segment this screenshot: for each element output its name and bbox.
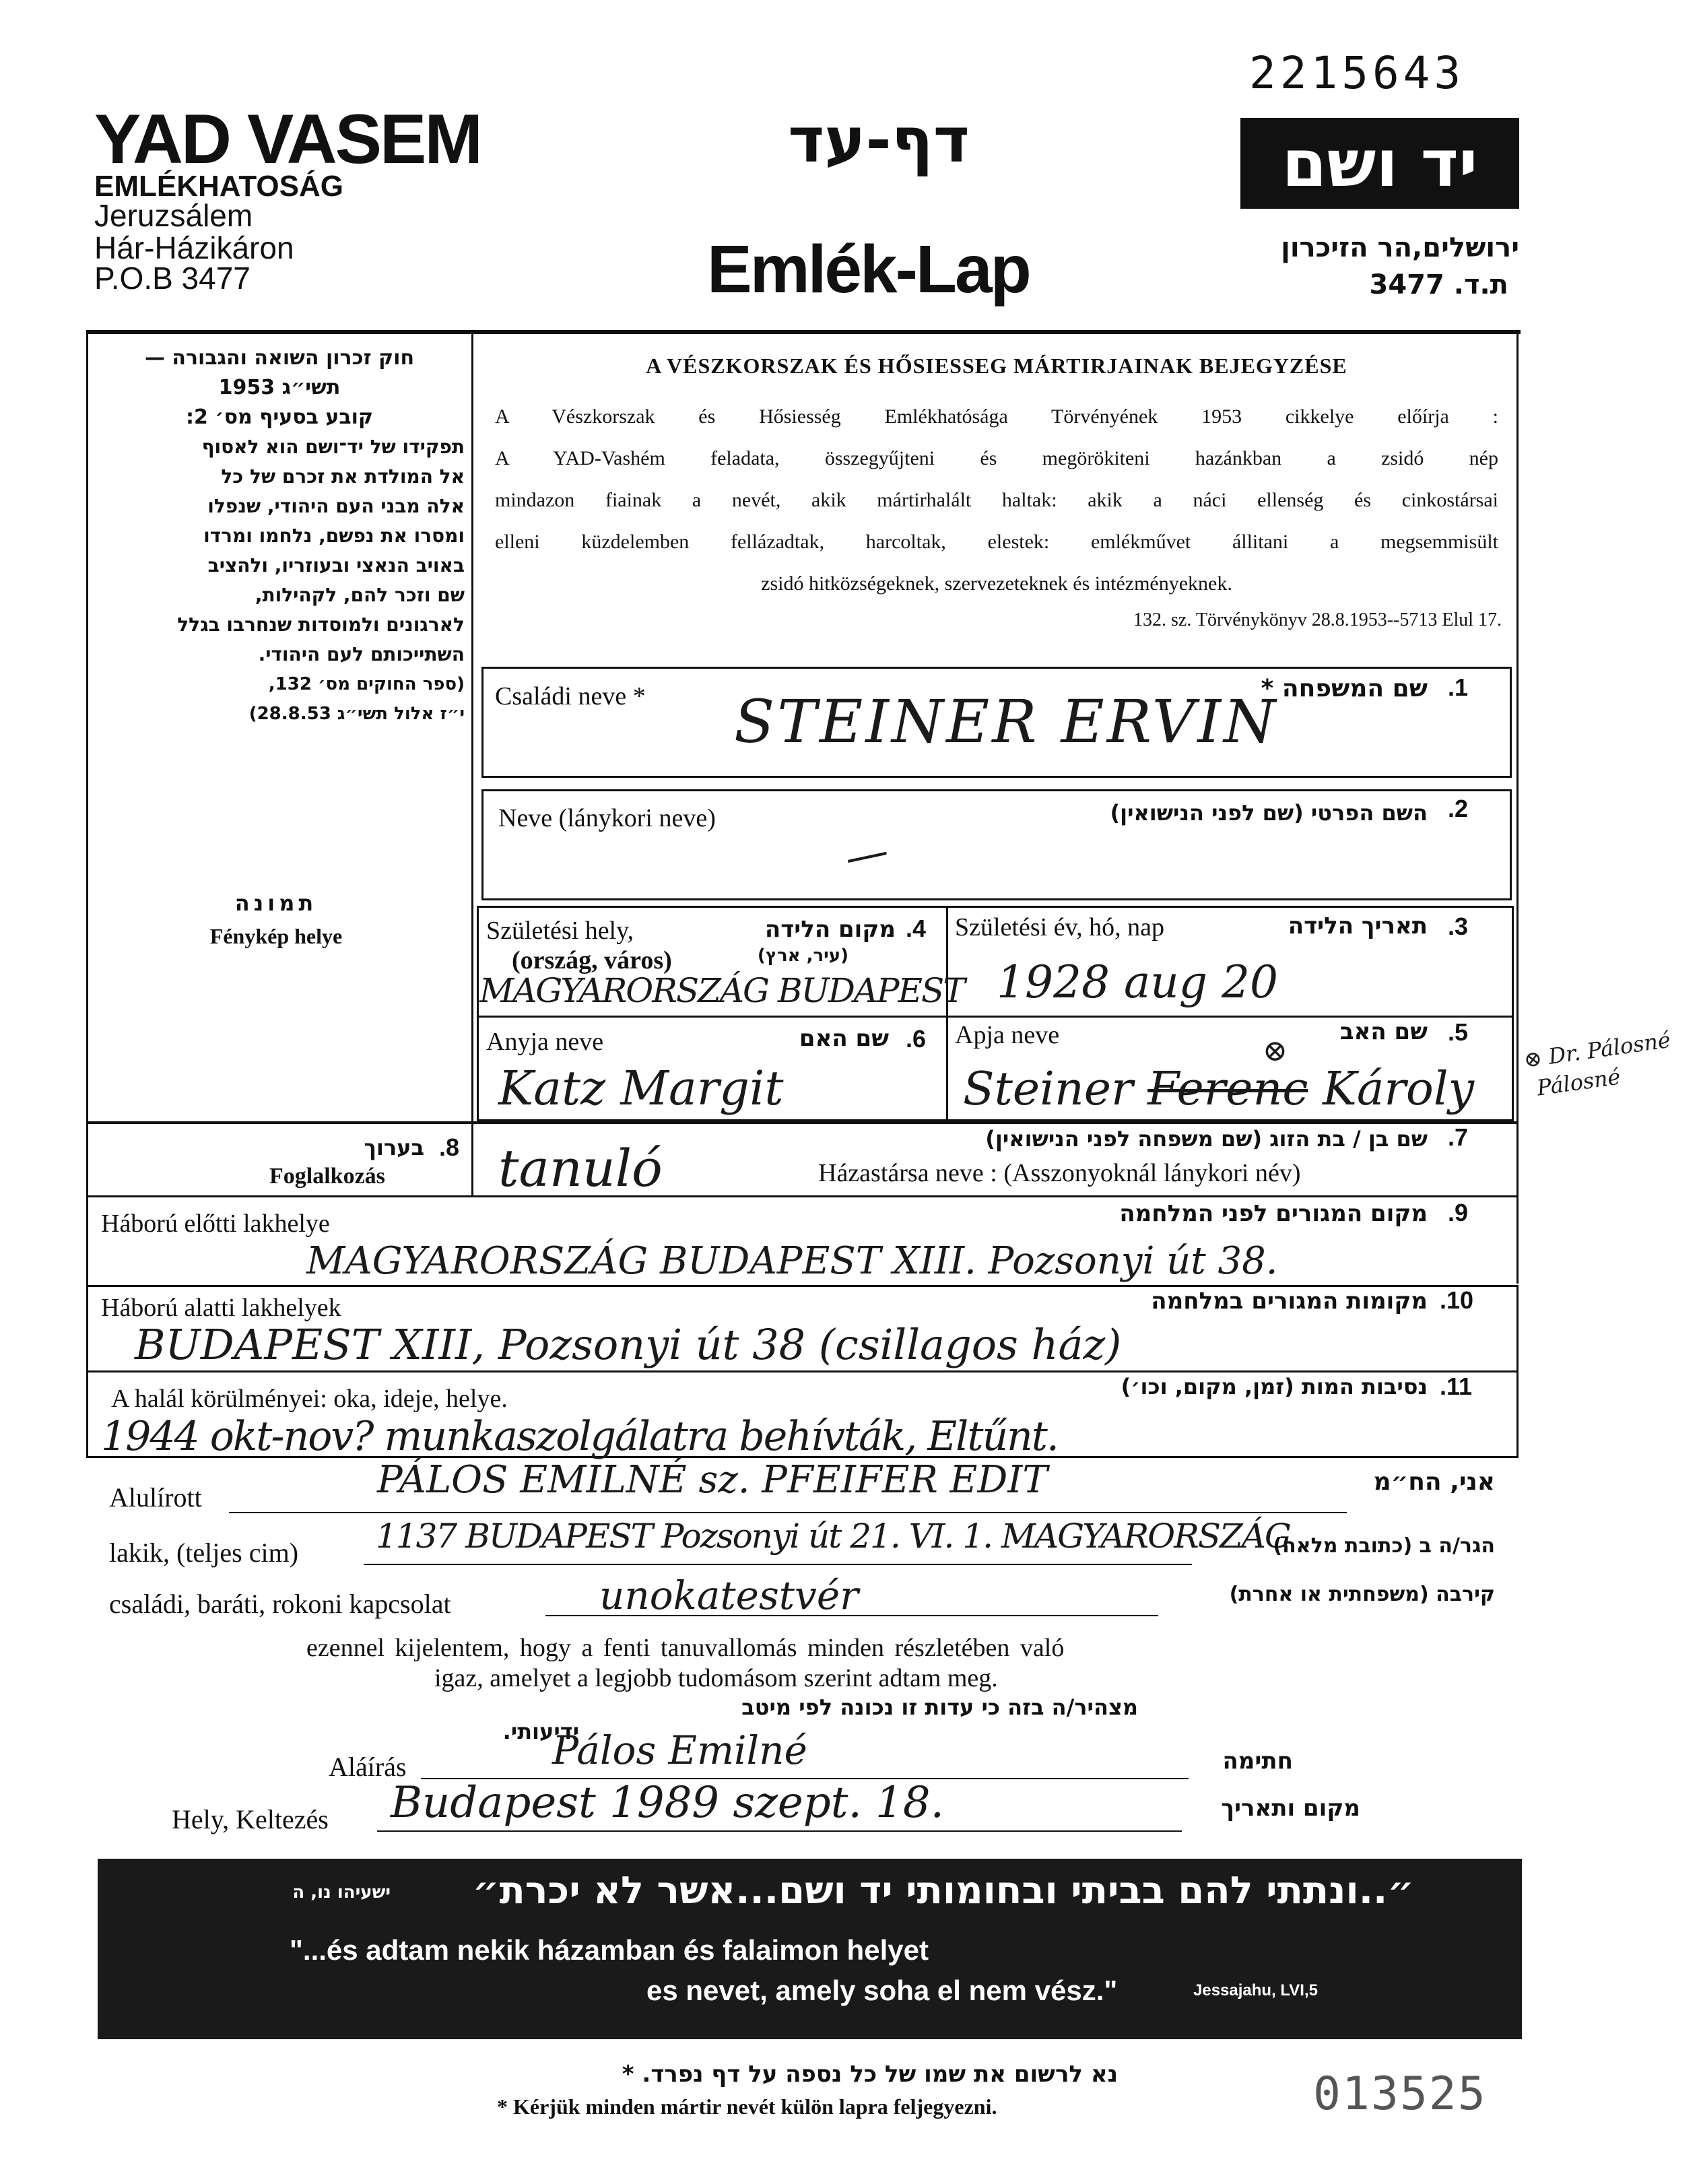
address-underline <box>364 1564 1192 1565</box>
spouse-heb-label: שם בן / בת הזוג (שם משפחה לפני הנישואין) <box>985 1126 1428 1152</box>
mother-name-label: Anyja neve <box>486 1028 604 1056</box>
given-name-heb-label: השם הפרטי (שם לפני הנישואין) <box>1110 800 1428 826</box>
margin-note-2: Pálosné <box>1535 1063 1622 1101</box>
birth-place-label-2: (ország, város) <box>512 946 672 974</box>
declarant-value[interactable]: PÁLOS EMILNÉ sz. PFEIFER EDIT <box>377 1458 1048 1502</box>
declarant-label: Alulírott <box>109 1482 202 1513</box>
intro-line: A YAD-Vashém feladata, összegyűjteni és megörökiteni hazánkban a zsidó nép <box>495 447 1498 469</box>
father-given-name: Károly <box>1323 1063 1474 1116</box>
father-name-heb-label: שם האב <box>1339 1018 1428 1045</box>
birth-place-heb-label: מקום הלידה <box>764 916 896 943</box>
field-number-1: .1 <box>1448 673 1469 701</box>
relationship-label: családi, baráti, rokoni kapcsolat <box>109 1589 451 1619</box>
law-line: (ספר החוקים מס׳ 132, <box>268 674 465 694</box>
mother-name-value[interactable]: Katz Margit <box>498 1061 784 1116</box>
field-number-11: .11 <box>1440 1372 1473 1400</box>
declaration-line-1: ezennel kijelentem, hogy a fenti tanuvallomás minden részletében való <box>306 1634 1065 1662</box>
spouse-label: Házastársa neve : (Asszonyoknál lánykori név) <box>818 1159 1301 1187</box>
birth-column-divider <box>946 906 948 1121</box>
photo-label: Fénykép helye <box>209 924 343 948</box>
wartime-right-border <box>1516 1285 1519 1372</box>
occupation-value[interactable]: tanuló <box>498 1138 663 1198</box>
law-line: השתייכותם לעם היהודי. <box>258 643 465 665</box>
margin-note-1: ⊗ Dr. Pálosné <box>1522 1026 1672 1073</box>
form-right-border <box>1516 334 1519 1284</box>
intro-line: elleni küzdelemben fellázadtak, harcoltak, elestek: emlékművet állitani a megsemmisült <box>495 531 1498 553</box>
declarant-heb-label: אני, הח״מ <box>1373 1468 1495 1496</box>
address-label: lakik, (teljes cim) <box>109 1537 299 1568</box>
intro-line: mindazon fiainak a nevét, akik mártirhalált haltak: akik a náci ellenség és cinkostársai <box>495 489 1498 511</box>
signature-heb-label: חתימה <box>1222 1748 1293 1775</box>
intro-body <box>495 396 1498 605</box>
org-subtitle: EMLÉKHATOSÁG <box>94 170 343 203</box>
law-box <box>94 343 465 729</box>
death-right-border <box>1516 1370 1519 1458</box>
wartime-residence-label: Háború alatti lakhelyek <box>101 1294 341 1322</box>
law-line: קובע בסעיף מס׳ 2: <box>185 405 374 429</box>
relationship-value[interactable]: unokatestvér <box>599 1573 859 1618</box>
intro-citation: 132. sz. Törvénykönyv 28.8.1953--5713 Elul 17. <box>1133 609 1502 630</box>
banner-heb-quote: ״..ונתתי להם בביתי ובחומותי יד ושם...אשר לא יכרת״ <box>472 1869 1414 1913</box>
banner-hu-ref: Jessajahu, LVI,5 <box>1193 1981 1318 1999</box>
form-top-rule <box>86 330 1521 334</box>
occupation-top-rule <box>86 1121 1519 1124</box>
field-number-8: .8 <box>439 1133 460 1161</box>
death-circumstances-label: A halál körülményei: oka, ideje, helye. <box>111 1385 508 1413</box>
field-number-3: .3 <box>1448 913 1469 940</box>
wartime-residence-value[interactable]: BUDAPEST XIII, Pozsonyi út 38 (csillagos ház) <box>135 1320 1122 1369</box>
occupation-bottom-rule <box>86 1195 1519 1197</box>
yad-vashem-logo <box>1240 118 1519 209</box>
given-name-label: Neve (lánykori neve) <box>498 804 716 832</box>
father-name-value[interactable] <box>963 1063 1474 1116</box>
death-circumstances-heb-label: נסיבות המות (זמן, מקום, וכו׳) <box>1121 1374 1428 1399</box>
prewar-residence-value[interactable]: MAGYARORSZÁG BUDAPEST XIII. Pozsonyi út 38. <box>306 1239 1278 1283</box>
address-value[interactable]: 1137 BUDAPEST Pozsonyi út 21. VI. 1. MAGYARORSZÁG <box>376 1517 1290 1556</box>
org-pob: P.O.B 3477 <box>94 261 251 296</box>
law-line: י״ז אלול תשי״ג 28.8.53) <box>248 704 465 724</box>
declaration-line-2: igaz, amelyet a legjobb tudomásom szerint adtam meg. <box>434 1664 998 1692</box>
law-line: שם וזכר להם, לקהילות, <box>255 584 465 606</box>
org-city: Jeruzsálem <box>94 198 253 233</box>
place-date-heb-label: מקום ותאריך <box>1221 1795 1360 1822</box>
law-line: חוק זכרון השואה והגבורה — <box>144 346 415 370</box>
declaration-heb-1: מצהיר/ה בזה כי עדות זו נכונה לפי מיטב <box>741 1694 1138 1720</box>
wartime-residence-heb-label: מקומות המגורים במלחמה <box>1151 1288 1428 1315</box>
family-name-heb-label: שם המשפחה * <box>1261 675 1428 702</box>
occupation-divider <box>471 1123 473 1196</box>
law-line: באויב הנאצי ובעוזריו, ולהציב <box>207 554 465 576</box>
field-number-5: .5 <box>1448 1018 1469 1046</box>
given-name-value[interactable]: — <box>840 826 893 884</box>
hebrew-title: דף-עד <box>788 104 970 176</box>
law-line: תשי״ג 1953 <box>218 376 341 399</box>
field-number-7: .7 <box>1448 1123 1469 1151</box>
field-number-9: .9 <box>1448 1199 1469 1226</box>
occupation-left-border <box>86 1123 88 1285</box>
intro-line: zsidó hitközségeknek, szervezeteknek és intézményeknek. <box>761 572 1232 595</box>
hebrew-address-1: ירושלים,הר הזיכרון <box>1281 232 1519 263</box>
org-name: YAD VASEM <box>94 100 481 178</box>
field-number-4: .4 <box>906 915 927 942</box>
occupation-label: Foglalkozás <box>269 1164 385 1189</box>
birth-date-label: Születési év, hó, nap <box>955 913 1164 941</box>
law-line: תפקידו של יד־ושם הוא לאסוף <box>201 436 465 458</box>
birth-place-value[interactable]: MAGYARORSZÁG BUDAPEST <box>479 971 964 1010</box>
law-line: אלה מבני העם היהודי, שנפלו <box>207 495 465 517</box>
place-date-underline <box>377 1830 1182 1832</box>
death-circumstances-value[interactable]: 1944 okt-nov? munkaszolgálatra behívták, Eltűnt. <box>101 1413 1058 1460</box>
law-line: ומסרו את נפשם, נלחמו ומרדו <box>203 525 465 547</box>
form-left-border <box>86 334 88 1123</box>
declarant-underline <box>229 1512 1347 1513</box>
field-number-10: .10 <box>1440 1286 1474 1314</box>
law-line: לארגונים ולמוסדות שנחרבו בגלל <box>177 614 465 636</box>
father-struck-name: Ferenc <box>1147 1063 1308 1116</box>
hebrew-address-2: ת.ד. 3477 <box>1369 269 1508 300</box>
banner-hu-line-1: "...és adtam nekik házamban és falaimon helyet <box>290 1934 929 1966</box>
birth-row-divider <box>477 1016 1514 1018</box>
father-name-label: Apja neve <box>955 1021 1060 1049</box>
birth-place-heb-label-2: (עיר, ארץ) <box>757 946 848 966</box>
document-number: 2215643 <box>1249 47 1465 99</box>
wartime-left-border <box>86 1285 88 1372</box>
archive-stamp: 013525 <box>1313 2067 1487 2121</box>
footer-hu-note: * Kérjük minden mártir nevét külön lapra feljegyezni. <box>497 2094 997 2119</box>
prewar-residence-heb-label: מקום המגורים לפני המלחמה <box>1119 1200 1428 1227</box>
place-date-value[interactable]: Budapest 1989 szept. 18. <box>391 1778 944 1828</box>
banner-heb-ref: ישעיהו נו, ה <box>292 1882 391 1902</box>
father-surname: Steiner <box>963 1063 1133 1116</box>
org-street: Hár-Házikáron <box>94 230 294 265</box>
relationship-heb-label: קירבה (משפחתית או אחרת) <box>1229 1583 1495 1606</box>
prewar-bottom-rule <box>86 1285 1519 1287</box>
family-name-value[interactable]: STEINER ERVIN <box>734 687 1279 756</box>
birth-date-heb-label: תאריך הלידה <box>1288 913 1428 939</box>
birth-date-value[interactable]: 1928 aug 20 <box>997 956 1279 1008</box>
page-title: Emlék-Lap <box>707 232 1030 307</box>
wartime-bottom-rule <box>86 1370 1519 1372</box>
footer-heb-note: נא לרשום את שמו של כל נספה על דף נפרד. * <box>622 2061 1118 2088</box>
occupation-heb-label: בערוך <box>364 1135 424 1160</box>
logo-text: יד ושם <box>1281 125 1478 201</box>
place-date-label: Hely, Keltezés <box>172 1804 329 1834</box>
address-heb-label: הגר/ה ב (כתובת מלאה) <box>1273 1534 1495 1558</box>
family-name-label: Családi neve * <box>495 682 646 710</box>
death-left-border <box>86 1370 88 1458</box>
intro-title: A VÉSZKORSZAK ÉS HŐSIESSEG MÁRTIRJAINAK BEJEGYZÉSE <box>646 354 1347 378</box>
birth-place-label: Születési hely, <box>486 917 634 945</box>
prewar-residence-label: Háború előtti lakhelye <box>101 1210 330 1238</box>
declaration-heb-2: ידיעותי. <box>502 1719 579 1744</box>
signature-label: Aláírás <box>329 1752 407 1782</box>
intro-line: A Vészkorszak és Hősiesség Emlékhatósága Törvényének 1953 cikkelye előírja : <box>495 405 1498 428</box>
left-column-divider <box>471 334 473 1123</box>
father-name-marker: ⊗ <box>1263 1034 1288 1068</box>
banner-hu-line-2: es nevet, amely soha el nem vész." <box>646 1975 1118 2006</box>
field-number-6: .6 <box>906 1025 927 1053</box>
mother-name-heb-label: שם האם <box>799 1025 889 1052</box>
photo-heb-label: תמונה <box>234 890 318 916</box>
signature-value[interactable]: Pálos Emilné <box>552 1727 807 1773</box>
field-number-2: .2 <box>1448 795 1469 822</box>
law-line: אל המולדת את זכרם של כל <box>221 465 465 488</box>
